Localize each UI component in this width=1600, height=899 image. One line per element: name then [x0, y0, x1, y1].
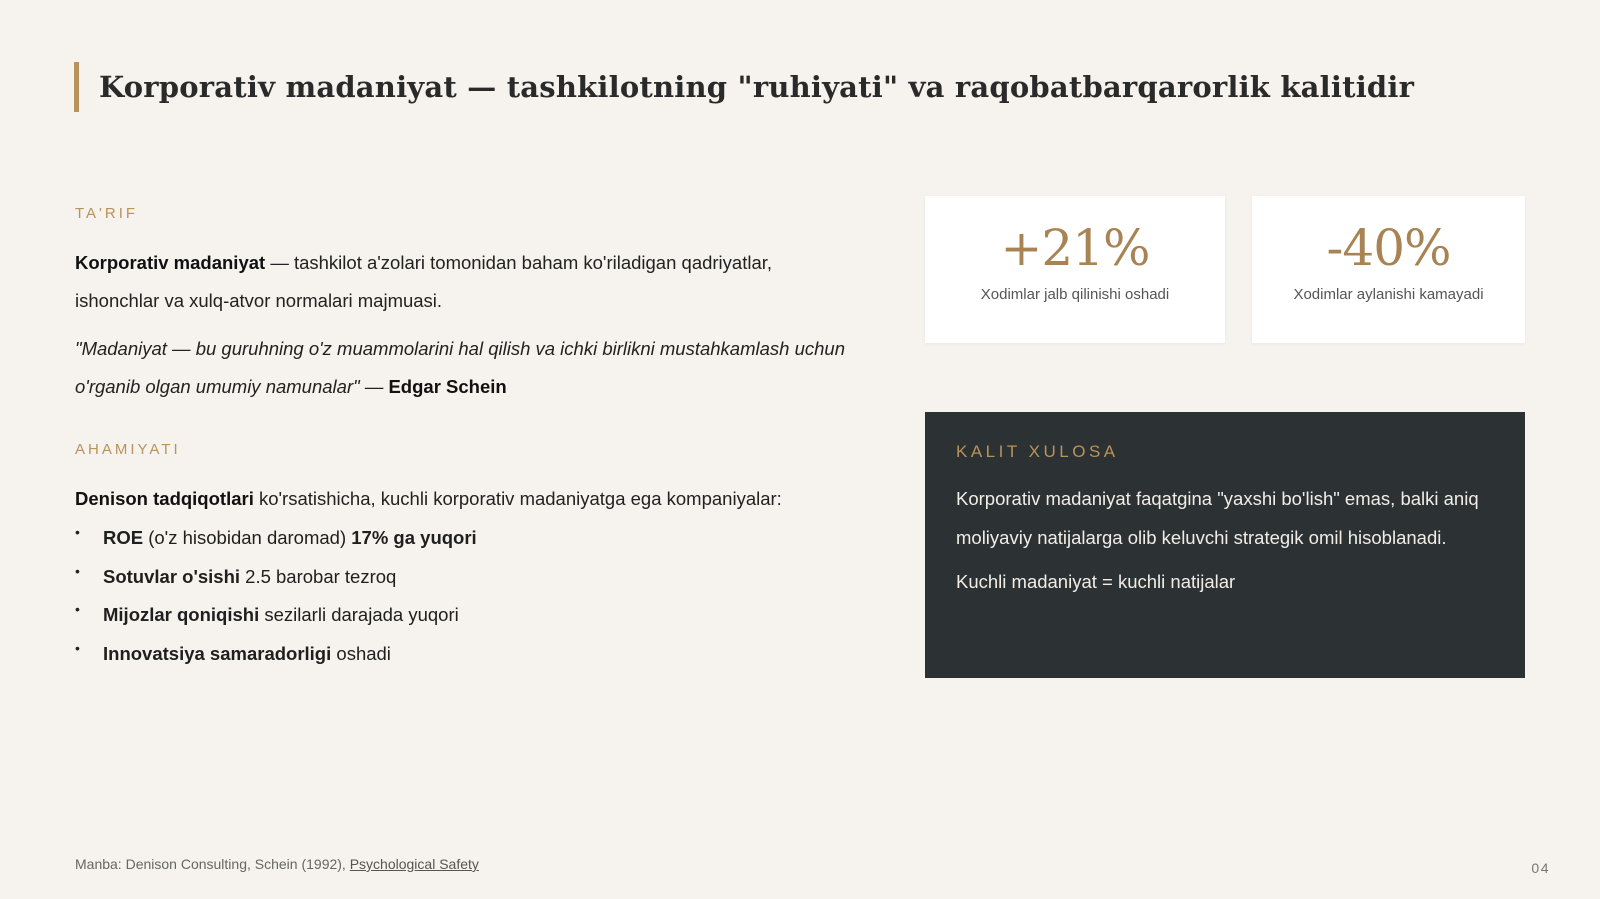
list-item-bold-value: 17% ga yuqori	[351, 527, 477, 548]
list-item-text: oshadi	[331, 642, 391, 664]
list-item-text: (o'z hisobidan daromad)	[143, 527, 352, 548]
page-title: Korporativ madaniyat — tashkilotning "ruhiyati" va raqobatbarqarorlik kalitidir	[99, 70, 1415, 104]
list-item-bold: Innovatsiya samaradorligi	[103, 642, 332, 664]
quote-text: "Madaniyat — bu guruhning o'z muammolarini hal qilish va ichki birlikni mustahkamlash uchun o'rganib olgan umumiy namunalar"	[75, 338, 845, 397]
definition-term: Korporativ madaniyat	[75, 252, 266, 273]
definition-text: — tashkilot a'zolari tomonidan baham ko'riladigan qadriyatlar, ishonchlar va xulq-atvor normalari majmuasi.	[75, 252, 773, 311]
importance-intro	[75, 480, 855, 518]
stat-card-turnover	[1252, 196, 1525, 343]
stat-value: +21%	[1000, 219, 1150, 277]
list-item	[75, 635, 477, 674]
importance-label: AHAMIYATI	[75, 441, 181, 458]
title-block	[74, 62, 1414, 112]
list-item-bold: Sotuvlar o'sishi	[103, 565, 241, 587]
importance-intro-bold: Denison tadqiqotlari	[75, 488, 254, 509]
list-item	[75, 596, 477, 635]
key-takeaway-text: Korporativ madaniyat faqatgina "yaxshi bo'lish" emas, balki aniq moliyaviy natijalarga olib keluvchi strategik omil hisoblanadi.	[956, 488, 1479, 548]
source-text: Manba: Denison Consulting, Schein (1992),	[75, 856, 350, 872]
key-takeaway-panel	[925, 412, 1525, 678]
stat-label: Xodimlar jalb qilinishi oshadi	[980, 286, 1170, 303]
definition-paragraph	[75, 244, 855, 320]
list-item	[75, 519, 477, 558]
stat-value: -40%	[1326, 219, 1451, 277]
list-item-text: sezilarli darajada yuqori	[259, 604, 459, 625]
list-item-bold: Mijozlar qoniqishi	[103, 604, 260, 625]
title-accent-bar	[74, 62, 79, 112]
quote-separator: —	[359, 376, 389, 397]
list-item-text: 2.5 barobar tezroq	[240, 565, 397, 587]
stat-label: Xodimlar aylanishi kamayadi	[1293, 286, 1484, 303]
source-link[interactable]: Psychological Safety	[349, 856, 479, 872]
page-number: 04	[1531, 860, 1550, 876]
list-item-bold: ROE	[103, 527, 144, 548]
key-takeaway-label: KALIT XULOSA	[956, 442, 1119, 461]
stat-card-engagement	[925, 196, 1225, 343]
list-item	[75, 558, 477, 597]
definition-label: TA'RIF	[75, 205, 139, 222]
importance-intro-text: ko'rsatishicha, kuchli korporativ madaniyatga ega kompaniyalar:	[253, 488, 782, 509]
definition-quote	[75, 330, 855, 406]
importance-list	[75, 519, 477, 673]
source-footer	[75, 856, 479, 872]
quote-author: Edgar Schein	[388, 376, 507, 397]
key-takeaway-equation: Kuchli madaniyat = kuchli natijalar	[956, 571, 1236, 592]
